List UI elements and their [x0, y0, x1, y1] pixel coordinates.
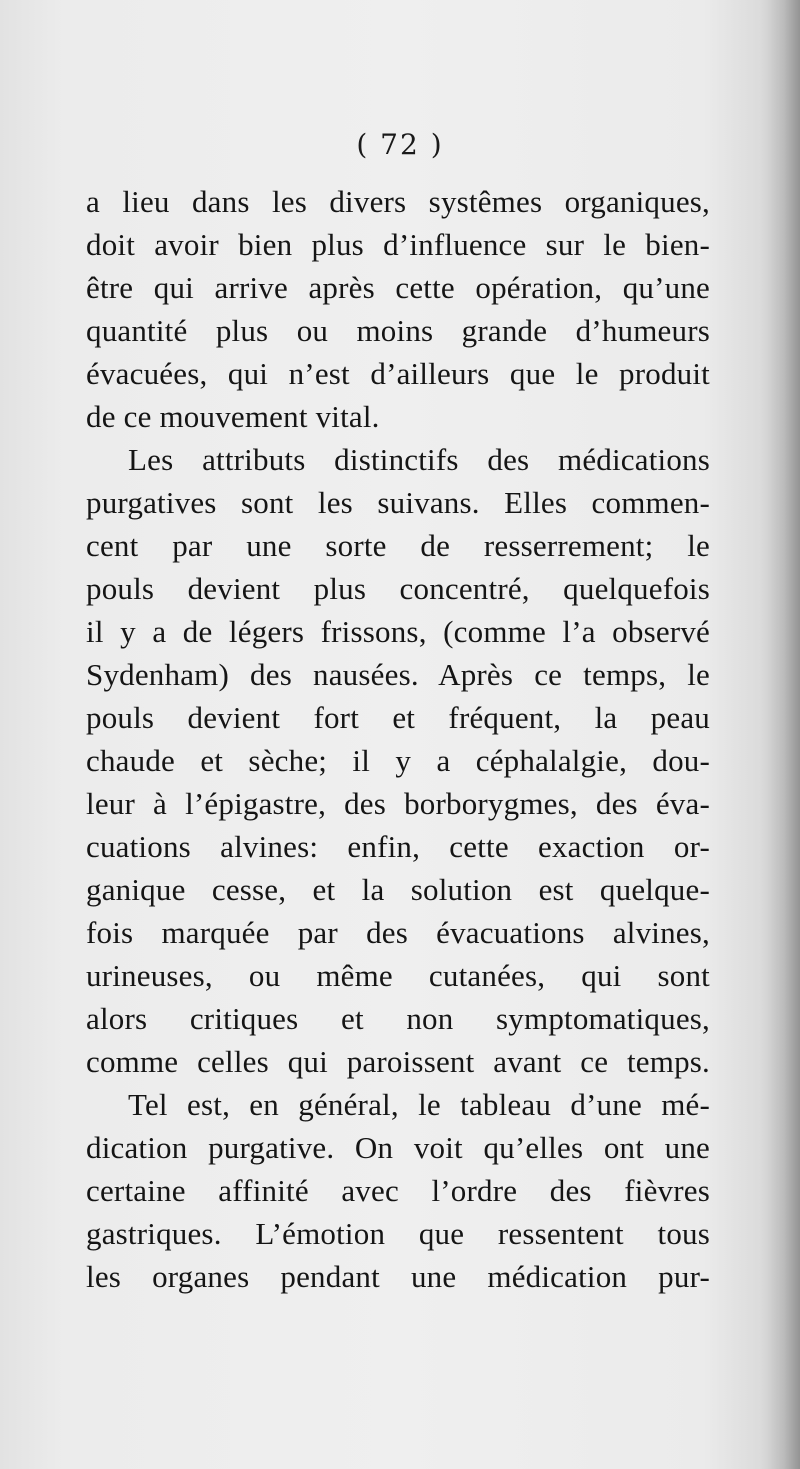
text-line: dication purgative. On voit qu’elles ont une — [86, 1130, 710, 1165]
text-line: gastriques. L’émotion que ressentent tous — [86, 1216, 710, 1251]
text-line: urineuses, ou même cutanées, qui sont — [86, 958, 710, 993]
text-line: évacuées, qui n’est d’ailleurs que le produit — [86, 356, 710, 391]
text-line: ganique cesse, et la solution est quelque- — [86, 872, 710, 907]
text-line: certaine affinité avec l’ordre des fièvres — [86, 1173, 710, 1208]
page-gutter-shadow — [760, 0, 800, 1469]
text-line: de ce mouvement vital. — [86, 399, 380, 434]
text-line: alors critiques et non symptomatiques, — [86, 1001, 710, 1036]
text-line: Tel est, en général, le tableau d’une mé- — [128, 1087, 710, 1122]
text-line: a lieu dans les divers systêmes organiques, — [86, 184, 710, 219]
body-text — [86, 180, 710, 1298]
text-line: fois marquée par des évacuations alvines, — [86, 915, 710, 950]
text-line: être qui arrive après cette opération, qu’une — [86, 270, 710, 305]
text-line: chaude et sèche; il y a céphalalgie, dou- — [86, 743, 710, 778]
text-line: les organes pendant une médication pur- — [86, 1259, 710, 1294]
text-line: cuations alvines: enfin, cette exaction or- — [86, 829, 710, 864]
text-line: doit avoir bien plus d’influence sur le bien- — [86, 227, 710, 262]
text-line: comme celles qui paroissent avant ce temps. — [86, 1044, 710, 1079]
text-line: pouls devient fort et fréquent, la peau — [86, 700, 710, 735]
text-line: quantité plus ou moins grande d’humeurs — [86, 313, 710, 348]
text-line: leur à l’épigastre, des borborygmes, des éva- — [86, 786, 710, 821]
text-line: cent par une sorte de resserrement; le — [86, 528, 710, 563]
page-number: ( 72 ) — [356, 128, 444, 161]
text-line: purgatives sont les suivans. Elles commen- — [86, 485, 710, 520]
text-line: Sydenham) des nausées. Après ce temps, le — [86, 657, 710, 692]
text-line: Les attributs distinctifs des médications — [128, 442, 710, 477]
text-line: pouls devient plus concentré, quelquefois — [86, 571, 710, 606]
text-line: il y a de légers frissons, (comme l’a observé — [86, 614, 710, 649]
